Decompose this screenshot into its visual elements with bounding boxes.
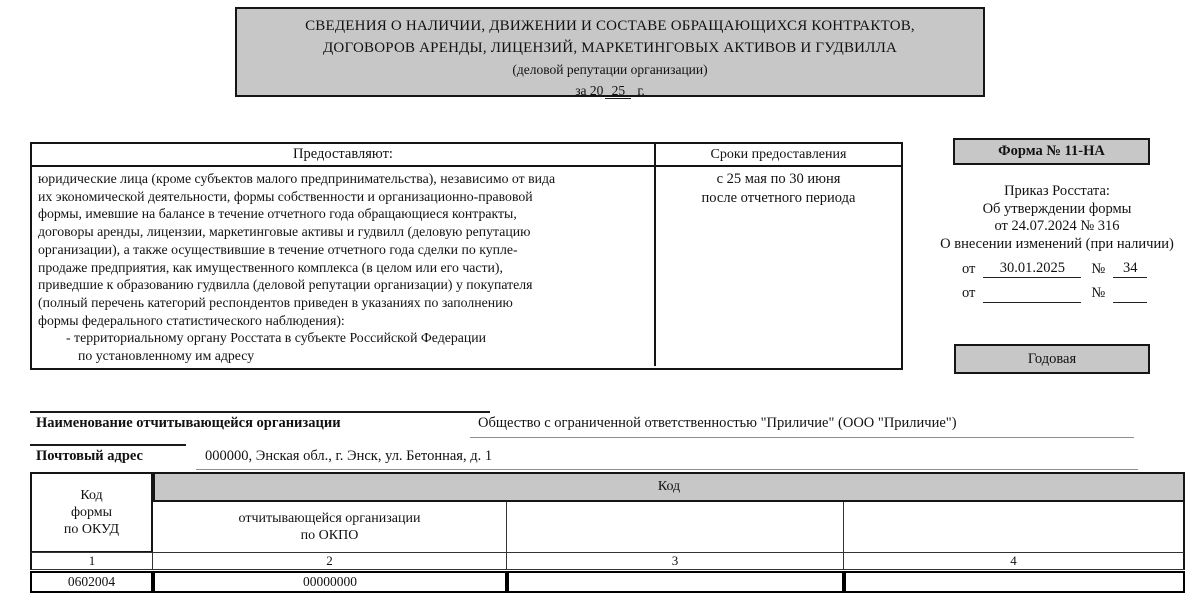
code-group-header-label: Код (657, 479, 681, 494)
from-label: от (962, 285, 976, 301)
amendment-date-field[interactable] (983, 302, 1081, 303)
amendment-row-2 (918, 285, 1196, 303)
providers-line: договоры аренды, лицензии, маркетинговые активы и гудвилл (деловую репутацию (38, 224, 531, 240)
address-row-top-border (30, 444, 186, 446)
empty-header-cell-4 (844, 502, 1185, 552)
org-name-underline (470, 437, 1134, 438)
providers-header-cell: Предоставляют: (32, 144, 656, 165)
deadline-line: после отчетного периода (701, 190, 856, 206)
form-number-label: Форма № 11-НА (998, 143, 1105, 159)
providers-line: (полный перечень категорий респондентов приведен в указаниях по заполнению (38, 294, 513, 310)
providers-line: продаже предприятия, как имущественного комплекса (в целом или его части), (38, 259, 503, 275)
providers-line: по установленному им адресу (78, 348, 255, 364)
okpo-code-field[interactable]: 00000000 (153, 571, 507, 593)
postal-address-underline (196, 469, 1138, 470)
deadline-cell (656, 167, 901, 366)
okud-header-line: Код (80, 488, 103, 503)
providers-line: юридические лица (кроме субъектов малого предпринимательства), независимо от вида (38, 171, 556, 186)
from-label: от (962, 260, 976, 277)
form-number-box (953, 138, 1150, 165)
year-field[interactable]: 25 (605, 83, 631, 99)
amendment-number-field[interactable] (1113, 302, 1147, 303)
code-field-4[interactable] (844, 571, 1185, 593)
form-subtitle: (деловой репутации организации) (512, 62, 708, 77)
form-title-box (235, 7, 985, 97)
code-group-header-cell (153, 472, 1185, 502)
column-index-cell: 4 (844, 552, 1185, 570)
codes-table (30, 472, 1185, 593)
org-name-field[interactable]: Общество с ограниченной ответственностью "Приличие" (ООО "Приличие") (478, 415, 957, 431)
deadline-line: с 25 мая по 30 июня (716, 171, 841, 187)
org-name-label: Наименование отчитывающейся организации (36, 415, 341, 431)
providers-line: приведшие к образованию гудвилла (деловой репутации организации) у покупателя (38, 277, 533, 293)
number-sign: № (1091, 285, 1106, 301)
form-title-line1: СВЕДЕНИЯ О НАЛИЧИИ, ДВИЖЕНИИ И СОСТАВЕ ОБРАЩАЮЩИХСЯ КОНТРАКТОВ, (305, 18, 915, 34)
deadline-header-cell: Сроки предоставления (710, 147, 847, 162)
column-index-cell: 3 (507, 552, 844, 570)
rosstat-order-block (918, 183, 1196, 303)
year-suffix: г. (637, 83, 645, 98)
form-title-line2: ДОГОВОРОВ АРЕНДЫ, ЛИЦЕНЗИЙ, МАРКЕТИНГОВЫХ АКТИВОВ И ГУДВИЛЛА (323, 39, 897, 56)
providers-line: их экономической деятельности, формы собственности и организационно-правовой (38, 188, 533, 204)
order-line: от 24.07.2024 № 316 (994, 218, 1120, 234)
order-line: О внесении изменений (при наличии) (940, 235, 1174, 252)
okpo-header-cell (153, 502, 507, 552)
providers-table-body (32, 167, 901, 366)
providers-table (30, 142, 903, 370)
okpo-header-line: отчитывающейся организации (238, 511, 421, 526)
providers-line: - территориальному органу Росстата в субъекте Российской Федерации (66, 330, 487, 346)
column-index-cell: 2 (153, 552, 507, 570)
year-prefix: за 20 (575, 83, 604, 98)
okud-code-header-cell (30, 472, 153, 552)
providers-table-header (32, 144, 901, 167)
report-year-line (237, 81, 983, 101)
amendment-number-field[interactable]: 34 (1113, 260, 1147, 278)
column-index-cell: 1 (30, 552, 153, 570)
org-row-top-border (30, 411, 490, 413)
okud-header-line: по ОКУД (63, 522, 120, 537)
providers-description (32, 167, 656, 366)
amendment-row-1 (918, 260, 1196, 278)
okud-code-field[interactable]: 0602004 (30, 571, 153, 593)
empty-header-cell-3 (507, 502, 844, 552)
periodicity-box (954, 344, 1150, 374)
providers-line: формы федерального статистического наблюдения): (38, 312, 345, 328)
postal-address-label: Почтовый адрес (36, 448, 143, 464)
postal-address-field[interactable]: 000000, Энская обл., г. Энск, ул. Бетонная, д. 1 (205, 448, 493, 464)
number-sign: № (1091, 260, 1106, 277)
providers-line: организации), а также осуществившие в течение отчетного года сделки по купле- (38, 241, 518, 257)
periodicity-label: Годовая (1027, 350, 1077, 367)
providers-line: формы, имевшие на балансе в течение отчетного года обращающиеся контракты, (38, 206, 517, 222)
order-line: Приказ Росстата: (1004, 183, 1110, 199)
amendment-date-field[interactable]: 30.01.2025 (983, 260, 1081, 278)
okpo-header-line: по ОКПО (300, 528, 359, 543)
okud-header-line: формы (70, 505, 113, 520)
order-line: Об утверждении формы (982, 200, 1132, 217)
code-field-3[interactable] (507, 571, 844, 593)
